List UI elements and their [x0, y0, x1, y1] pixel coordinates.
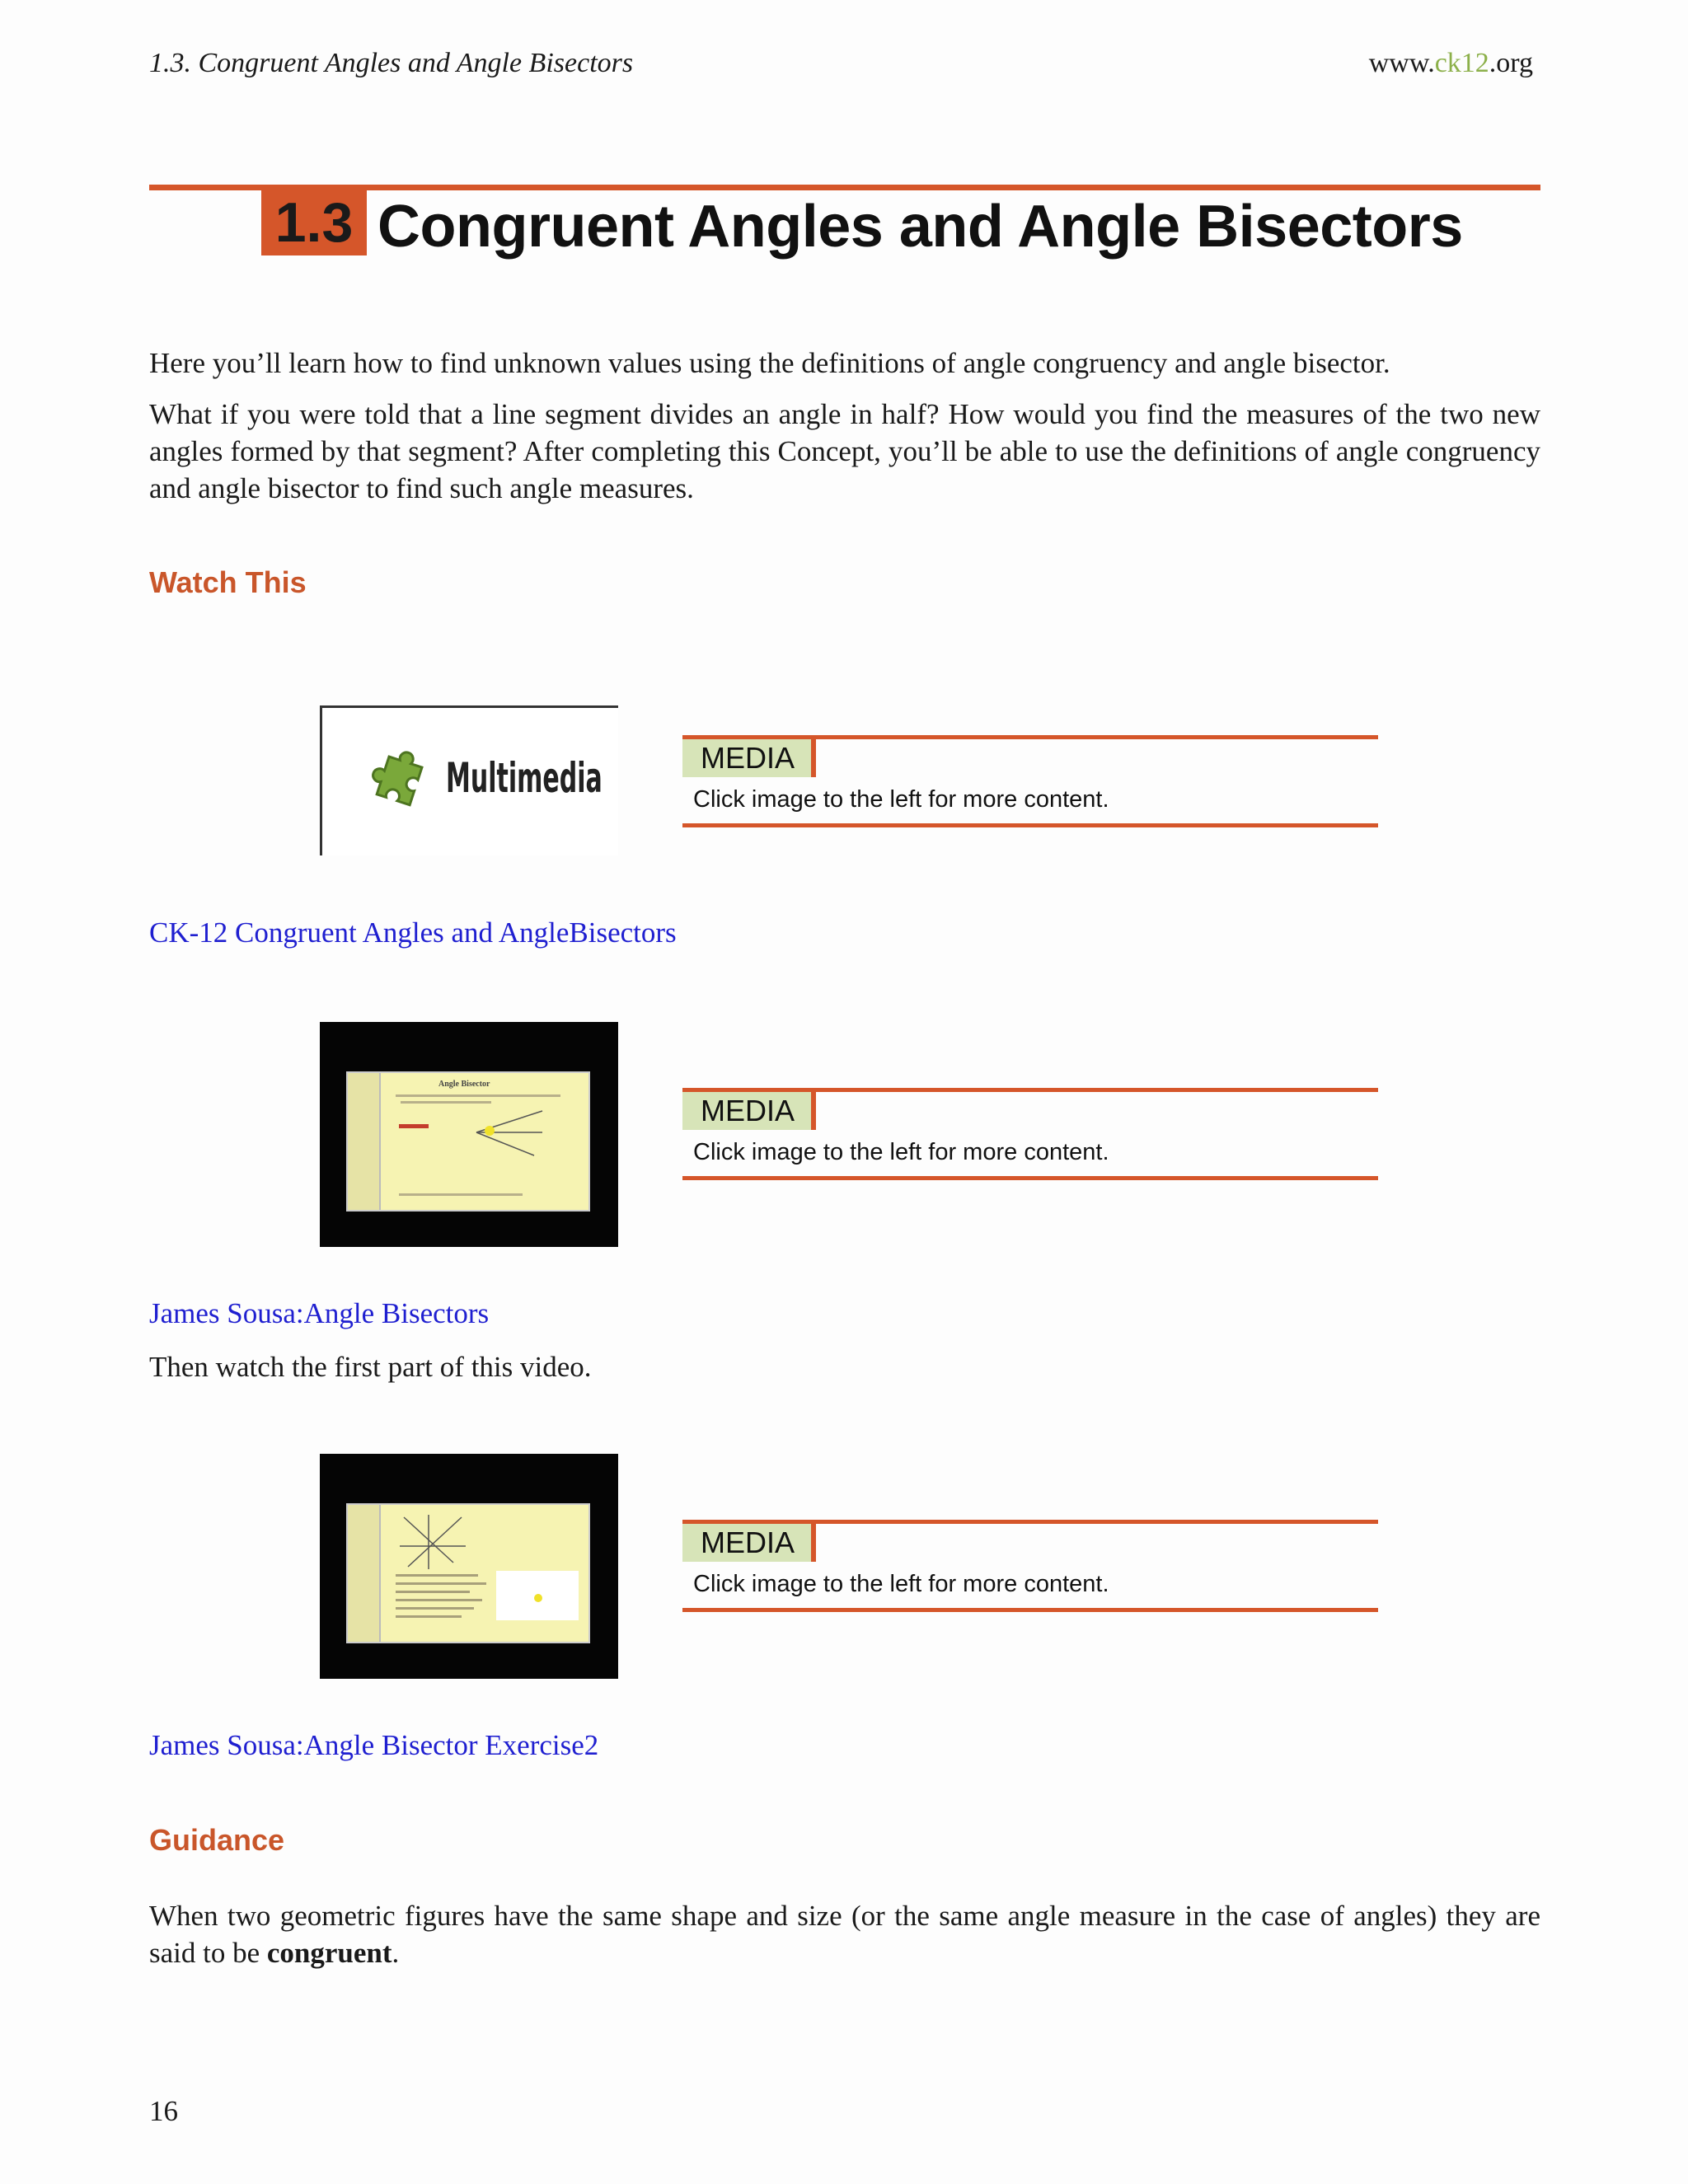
text-line — [396, 1094, 560, 1097]
media-box-3 — [682, 1520, 1378, 1612]
text-line — [401, 1101, 491, 1104]
media-tag: MEDIA — [682, 1092, 816, 1130]
watch-this-heading: Watch This — [149, 565, 307, 599]
intersecting-lines-diagram — [396, 1513, 470, 1571]
video-sidebar — [348, 1505, 381, 1642]
highlight-dot — [485, 1126, 495, 1136]
url-suffix: .org — [1489, 48, 1533, 78]
text-line — [396, 1591, 470, 1593]
guidance-text: When two geometric figures have the same shape and size (or the same angle measure in the case of angles) they are said to be — [149, 1900, 1540, 1969]
intro-paragraph-1: Here you’ll learn how to find unknown values using the definitions of angle congruency and angle bisector. — [149, 347, 1390, 379]
video-sidebar — [348, 1073, 381, 1210]
media-box-1 — [682, 735, 1378, 827]
url-prefix: www. — [1368, 48, 1435, 78]
media-bottom-rule — [682, 823, 1378, 827]
text-line — [396, 1599, 482, 1601]
multimedia-label: Multimedia — [446, 754, 603, 802]
video-screen — [346, 1503, 590, 1643]
multimedia-thumbnail[interactable] — [320, 705, 618, 855]
intro-paragraph-2: What if you were told that a line segment divides an angle in half? How would you find the measures of the two new angles formed by that segment? After completing this Concept, you’ll be able to use the definitions of angle congruency and angle bisector to find such angle measures. — [149, 398, 1540, 504]
guidance-paragraph — [149, 1897, 1540, 1971]
media-tag: MEDIA — [682, 739, 816, 777]
puzzle-icon — [365, 749, 431, 815]
media-caption: Click image to the left for more content. — [693, 786, 1109, 813]
page-number: 16 — [149, 2095, 178, 2127]
running-head-title: 1.3. Congruent Angles and Angle Bisectors — [149, 48, 634, 78]
media-caption: Click image to the left for more content. — [693, 1571, 1109, 1597]
guidance-text-end: . — [392, 1937, 400, 1969]
chapter-number: 1.3 — [261, 190, 367, 255]
media-bottom-rule — [682, 1176, 1378, 1180]
handwriting-mark — [399, 1124, 429, 1128]
instruction-text: Then watch the first part of this video. — [149, 1351, 592, 1383]
media-tag: MEDIA — [682, 1524, 816, 1562]
site-url[interactable] — [1369, 48, 1533, 79]
text-line — [396, 1582, 486, 1585]
text-line — [396, 1607, 474, 1610]
angle-bisector-diagram — [468, 1106, 551, 1164]
media-bottom-rule — [682, 1608, 1378, 1612]
media-link-3[interactable]: James Sousa:Angle Bisector Exercise2 — [149, 1729, 599, 1761]
media-link-1[interactable]: CK-12 Congruent Angles and AngleBisectors — [149, 916, 677, 949]
running-head — [149, 48, 1533, 89]
angle-bisector-video-thumbnail[interactable] — [320, 1022, 618, 1247]
media-box-2 — [682, 1088, 1378, 1180]
chapter-title: Congruent Angles and Angle Bisectors — [377, 194, 1463, 260]
highlight-dot — [534, 1594, 542, 1602]
text-line — [396, 1574, 478, 1577]
url-brand: ck12 — [1434, 48, 1489, 78]
guidance-bold-term: congruent — [266, 1937, 392, 1969]
video-title: Angle Bisector — [438, 1080, 490, 1089]
exercise-video-thumbnail[interactable] — [320, 1454, 618, 1679]
media-link-2[interactable]: James Sousa:Angle Bisectors — [149, 1297, 490, 1329]
media-caption: Click image to the left for more content. — [693, 1139, 1109, 1165]
guidance-heading: Guidance — [149, 1823, 285, 1857]
text-line — [399, 1193, 523, 1196]
text-line — [396, 1615, 462, 1618]
video-screen — [346, 1071, 590, 1212]
